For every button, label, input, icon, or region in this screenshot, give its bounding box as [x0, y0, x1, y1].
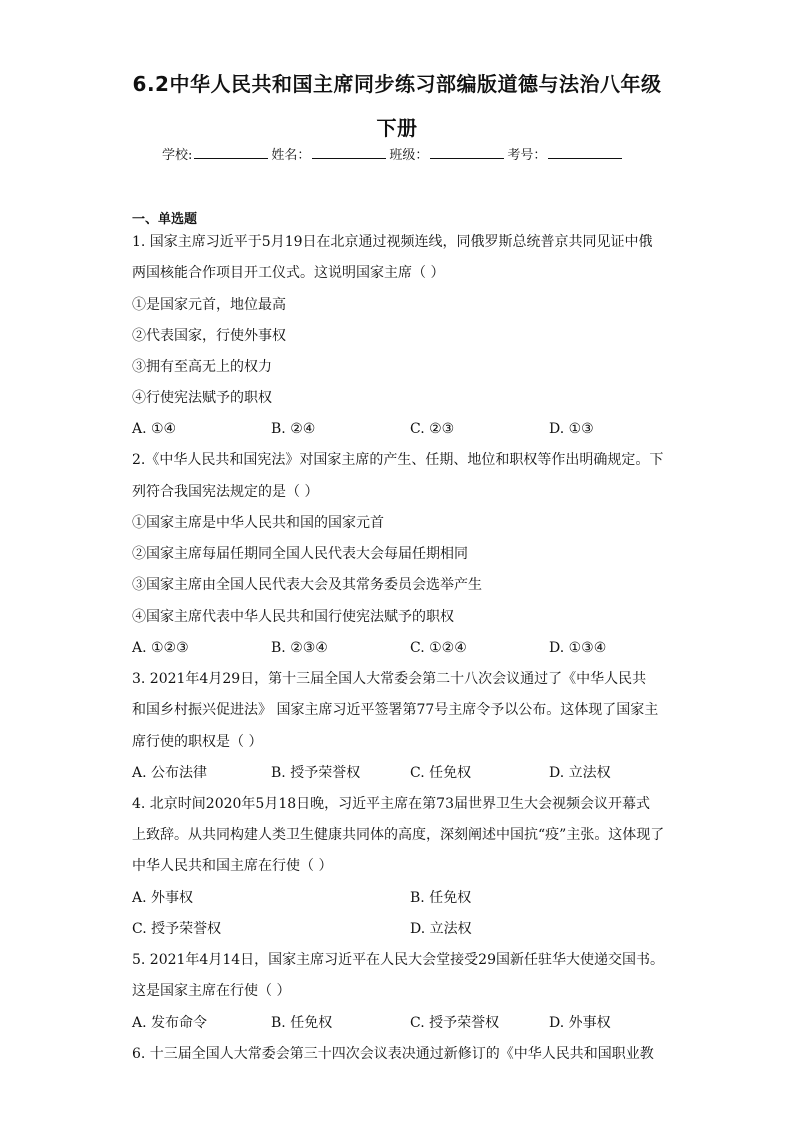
question-4-stem: 上致辞。从共同构建人类卫生健康共同体的高度，深刻阐述中国抗“疫”主张。这体现了 [132, 827, 665, 843]
question-1-item: ①是国家元首，地位最高 [132, 297, 286, 313]
option-d[interactable]: D. 立法权 [410, 921, 472, 937]
option-b[interactable]: B. 任免权 [410, 890, 472, 906]
question-4-stem: 4. 北京时间2020年5月18日晚，习近平主席在第73届世界卫生大会视频会议开幕式 [132, 796, 650, 812]
name-blank[interactable] [312, 146, 386, 159]
option-b[interactable]: B. ②④ [271, 421, 316, 437]
exam-number-blank[interactable] [548, 146, 622, 159]
question-1-item: ③拥有至高无上的权力 [132, 359, 272, 375]
question-1-item: ④行使宪法赋予的职权 [132, 390, 272, 406]
exam-number-label: 考号： [507, 148, 547, 163]
option-c[interactable]: C. 授予荣誉权 [132, 921, 222, 937]
question-2-stem: 列符合我国宪法规定的是（ ） [132, 484, 319, 500]
option-d[interactable]: D. ①③ [549, 421, 594, 437]
school-blank[interactable] [194, 146, 268, 159]
question-6-stem: 6. 十三届全国人大常委会第三十四次会议表决通过新修订的《中华人民共和国职业教 [132, 1046, 654, 1062]
name-label: 姓名： [271, 148, 311, 163]
question-3-stem: 和国乡村振兴促进法》 国家主席习近平签署第77号主席令予以公布。这体现了国家主 [132, 702, 659, 718]
student-info-row [162, 144, 625, 163]
question-2-item: ②国家主席每届任期同全国人民代表大会每届任期相同 [132, 546, 468, 562]
question-1-stem: 1. 国家主席习近平于5月19日在北京通过视频连线，同俄罗斯总统普京共同见证中俄 [132, 234, 653, 250]
question-4-stem: 中华人民共和国主席在行使（ ） [132, 858, 333, 874]
option-b[interactable]: B. 任免权 [271, 1015, 333, 1031]
section-title: 一、单选题 [132, 212, 198, 227]
question-3-stem: 席行使的职权是（ ） [132, 734, 263, 750]
option-d[interactable]: D. ①③④ [549, 640, 607, 656]
school-label: 学校: [162, 148, 193, 163]
option-d[interactable]: D. 立法权 [549, 765, 611, 781]
question-2-item: ③国家主席由全国人民代表大会及其常务委员会选举产生 [132, 577, 482, 593]
option-d[interactable]: D. 外事权 [549, 1015, 611, 1031]
option-a[interactable]: A. 公布法律 [132, 765, 208, 781]
option-a[interactable]: A. ①④ [132, 421, 177, 437]
question-2-stem: 2.《中华人民共和国宪法》对国家主席的产生、任期、地位和职权等作出明确规定。下 [132, 452, 664, 468]
option-b[interactable]: B. ②③④ [271, 640, 328, 656]
option-b[interactable]: B. 授予荣誉权 [271, 765, 361, 781]
question-5-stem: 5. 2021年4月14日，国家主席习近平在人民大会堂接受29国新任驻华大使递交国书。 [132, 952, 664, 968]
page-title-line2: 下册 [376, 116, 418, 140]
option-c[interactable]: C. ②③ [410, 421, 455, 437]
question-2-item: ④国家主席代表中华人民共和国行使宪法赋予的职权 [132, 609, 454, 625]
question-1-item: ②代表国家，行使外事权 [132, 328, 286, 344]
option-a[interactable]: A. 外事权 [132, 890, 194, 906]
option-a[interactable]: A. 发布命令 [132, 1015, 208, 1031]
option-a[interactable]: A. ①②③ [132, 640, 189, 656]
question-2-item: ①国家主席是中华人民共和国的国家元首 [132, 515, 384, 531]
class-label: 班级： [389, 148, 429, 163]
page-title: 6.2中华人民共和国主席同步练习部编版道德与法治八年级 [132, 72, 662, 96]
class-blank[interactable] [430, 146, 504, 159]
question-5-stem: 这是国家主席在行使（ ） [132, 983, 291, 999]
option-c[interactable]: C. 授予荣誉权 [410, 1015, 500, 1031]
question-1-stem: 两国核能合作项目开工仪式。这说明国家主席（ ） [132, 265, 445, 281]
option-c[interactable]: C. ①②④ [410, 640, 467, 656]
question-3-stem: 3. 2021年4月29日，第十三届全国人大常委会第二十八次会议通过了《中华人民共 [132, 671, 647, 687]
option-c[interactable]: C. 任免权 [410, 765, 472, 781]
